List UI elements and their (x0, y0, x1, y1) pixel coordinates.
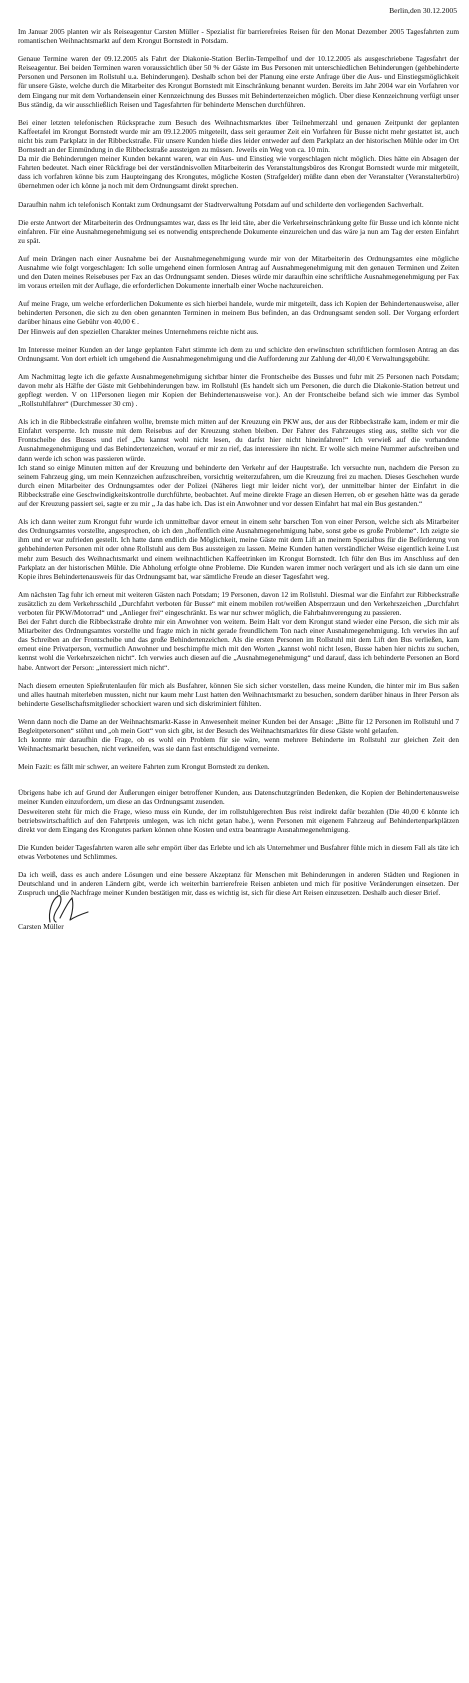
paragraph: Genaue Termine waren der 09.12.2005 als Fahrt der Diakonie-Station Berlin-Tempelhof und der 10.12.2005 als ausgeschriebene Tagesfahrt der Reiseagentur. Bei beiden Terminen waren voraussichtlich über 50 % der Gäste im Bus Personen mit unterschiedlichen Behinderungen (gehbehinderte Personen und Personen im Rollstuhl u.a. Behinderungen). Deshalb schon bei der Planung eine erste Anfrage über die Aus- und Einstiegsmöglichkeit für unsere Gäste, welche durch die Mitarbeiter des Krongut Bornstedt mit Einschränkung benannt wurden. Bereits im Jahr 2004 war ein Vorfahren vor dem Eingang nur mit dem Vorhandensein einer Kennzeichnung des Busses mit Behindertenzeichen möglich. Über diese Kennzeichnung verfügt unser Bus ständig, da wir ausschließlich Reisen und Tagesfahrten für behinderte Menschen durchführen. (18, 54, 459, 109)
paragraph: Die erste Antwort der Mitarbeiterin des Ordnungsamtes war, dass es Ihr leid täte, aber die Verkehrseinschränkung gelte für Busse und ich könnte nicht einfahren. Für eine Ausnahmegenehmigung sei es notwendig entsprechende Dokumente einzureichen und das wäre ja nun am Tag der ersten Einfahrt zu spät. (18, 217, 459, 245)
paragraph: Übrigens habe ich auf Grund der Äußerungen einiger betroffener Kunden, aus Datenschutzgründen Bedenken, die Kopien der Behindertenausweise meiner Kunden einzufordern, um diese an das Ordnungsamt zusenden. (18, 788, 459, 807)
paragraph: Die Kunden beider Tagesfahrten waren alle sehr empört über das Erlebte und ich als Unternehmer und Busfahrer fühle mich in diesem Fall als täte ich etwas Verbotenes und Schlimmes. (18, 842, 459, 861)
paragraph: Ich konnte mir daraufhin die Frage, ob es wohl ein Problem für sie wäre, wenn mehrere Behinderte im Rollstuhl zur gleichen Zeit den Weihnachtsmarkt besuchen, nicht verkneifen, was sie dann fast entschuldigend verneinte. (18, 735, 459, 754)
letter-body (18, 27, 459, 897)
signature-block (18, 906, 459, 936)
signature-name: Carsten Müller (18, 922, 64, 932)
paragraph: Als ich in die Ribbeckstraße einfahren wollte, bremste mich mitten auf der Kreuzung ein PKW aus, der aus der Ribbeckstraße kam, indem er mir die Einfahrt versperrte. Ich musste mit dem Reisebus auf der Kreuzung stehen bleiben. Der Fahrer des Fahrzeuges stieg aus, stellte sich vor die Frontscheibe des Busses und rief „Du kannst wohl nicht lesen, du darfst hier nicht hineinfahren!“ Ich verwieß auf die vorhandene Ausnahmegenehmigung und das Behindertenzeichen, worauf er mir zu rief, das interessiere ihn nicht. Er wolle sich meine Nummer aufschreiben und dann werde ich schon was passieren würde. (18, 417, 459, 463)
paragraph: Auf meine Frage, um welche erforderlichen Dokumente es sich hierbei handele, wurde mir mitgeteilt, dass ich Kopien der Behindertenausweise, aller behinderten Personen, die sich zu den oben genannten Terminen in meinem Bus befinden, an das Ordnungsamt senden soll. Der Vorgang erfordert darüber hinaus eine Gebühr von 40,00 € . (18, 299, 459, 327)
paragraph: Bei einer letzten telefonischen Rücksprache zum Besuch des Weihnachtsmarktes über Teilnehmerzahl und genauen Zeitpunkt der geplanten Kaffeetafel im Krongut Bornstedt wurde mir am 09.12.2005 mitgeteilt, dass seit geraumer Zeit ein Vorfahren für Busse nicht mehr gestattet ist, auch nicht bis zum Parkplatz in der Ribbeckstraße. Für unsere Kunden hieße dies leider entweder auf dem Parkplatz an der historischen Mühle oder im Ort Bornstedt an der Einmündung in die Ribbeckstraße aussteigen zu müssen. Jeweils ein Weg von ca. 10 min. (18, 117, 459, 155)
paragraph: Ich stand so einige Minuten mitten auf der Kreuzung und behinderte den Verkehr auf der Hauptstraße. Ich versuchte nun, nachdem die Person zu seinem Fahrzeug ging, um mein Kennzeichen aufzuschreiben, vorsichtig weiterzufahren, um die Kreuzung frei zu machen. Dieses Geschehen wurde durch einen Mitarbeiter des Ordnungsamtes oder der Polizei (Näheres liegt mir leider nicht vor), der unmittelbar hinter der Einfahrt in die Ribbeckstraße eine Geschwindigkeitskontrolle durchführte, beobachtet. Auf meine direkte Frage an diesen Herren, ob er gesehen hätte was da gerade auf der Kreuzung passiert sei, sagte er zu mir „ Ja das habe ich. Das ist ein Anwohner und vor dessen Einfahrt hat mal ein Bus gestanden.“ (18, 462, 459, 509)
paragraph: Daraufhin nahm ich telefonisch Kontakt zum Ordnungsamt der Stadtverwaltung Potsdam auf und schilderte den vorliegenden Sachverhalt. (18, 199, 424, 209)
paragraph: Auf mein Drängen nach einer Ausnahme bei der Ausnahmegenehmigung wurde mir von der Mitarbeiterin des Ordnungsamtes eine mögliche Ausnahme wie folgt vorgeschlagen: Ich solle umgehend einen formlosen Antrag auf Ausnahmegenehmigung mit den genauen Terminen und Zeiten und den Daten meines Reisebuses per Fax an das Ordnungsamt senden. Dieses würde mir daraufhin eine schriftliche Ausnahmegenehmigung per Fax im voraus erteilen mit der Auflage, die erforderlichen Dokumente innerhalb einer Woche nachzureichen. (18, 253, 459, 291)
paragraph: Am Nachmittag legte ich die gefaxte Ausnahmegenehmigung sichtbar hinter die Frontscheibe des Busses und fuhr mit 25 Personen nach Potsdam; davon mehr als Hälfte der Gäste mit Gehbehinderungen bzw. im Rollstuhl (Es handelt sich um Personen, die durch die Diakonie-Station betreut und gepflegt werden. V on 11Personen liegen mir Kopien der Behindertenausweise vor.). An der Frontscheibe befand sich wie immer das Symbol „Rollstuhlfahrer“ (Durchmesser 30 cm) . (18, 371, 459, 409)
paragraph: Im Januar 2005 planten wir als Reiseagentur Carsten Müller - Spezialist für barrierefreies Reisen für den Monat Dezember 2005 Tagesfahrten zum romantischen Weihnachtsmarkt auf dem Krongut Bornstedt in Potsdam. (18, 27, 459, 46)
handwritten-signature (32, 892, 92, 926)
paragraph: Da ich weiß, dass es auch andere Lösungen und eine bessere Akzeptanz für Menschen mit Behinderungen in anderen Städten und Regionen in Deutschland und in anderen Ländern gibt, werde ich weiterhin barrierefreie Reisen anbieten und mich für positive Veränderungen einsetzen. Der Zuspruch und die Nachfrage meiner Kunden bestätigen mir, dass es wichtig ist, sich für diese Art Reisen einzusetzen. Deshalb auch dieser Brief. (18, 870, 459, 898)
paragraph: Bei der Fahrt durch die Ribbeckstraße drohte mir ein Anwohner von weitem. Beim Halt vor dem Krongut stand wieder eine Person, die sich mir als Mitarbeiter des Ordnungsamtes vorstellte und fragte mich in nicht gerade freundlichem Ton nach einer Ausnahmegenehmigung. Ich verwies ihn auf das Schreiben an der Frontscheibe und das große Behindertenzeichen. Als die ersten Personen im Rollstuhl mit dem Lift den Bus verließen, kam erneut eine Privatperson, vermutlich Anwohner und beschimpfte mich mit den Worten „kannst wohl nicht lesen, Busse haben hier nichts zu suchen, kennst wohl die Verkehrszeichen nicht“. Ich verwies auch diesen auf die „Ausnahmegenehmigung“ und darauf, dass ich behinderte Personen an Bord habe. Antwort der Person: „interessiert mich nicht“. (18, 617, 459, 672)
paragraph: Da mir die Behinderungen meiner Kunden bekannt waren, war ein Aus- und Einstieg wie vorgeschlagen nicht möglich. Dies hätte ein Absagen der Fahrten bedeutet. Nach einer Rückfrage bei der verständnisvollen Mitarbeiterin des Veranstaltungsbüros des Krongut Bornstedt wurde mir mitgeteilt, dass ich vorfahren könne bis zum Haupteingang des Krongutes, mögliche Kosten (Strafgelder) müßte dann eben der Veranstalter (Veranstalterbüro) übernehmen oder ich könne ja noch mit dem Ordnungsamt direkt sprechen. (18, 154, 459, 191)
paragraph: Im Interesse meiner Kunden an der lange geplanten Fahrt stimmte ich dem zu und schickte den erwünschten schriftlichen formlosen Antrag an das Ordnungsamt. Von dort erhielt ich umgehend die Ausnahmegenehmigung und die Aufforderung zur Zahlung der 40,00 € Verwaltungsgebühr. (18, 344, 459, 363)
paragraph: Desweiteren steht für mich die Frage, wieso muss ein Kunde, der im rollstuhlgerechten Bus reist indirekt dafür bezahlen (Die 40,00 € könnte ich betriebswirtschaftlich auf den Fahrtpreis umlegen, was ich nicht getan habe.), wenn Personen mit eigenem Fahrzeug auf Behindertenparkplätzen direkt vor dem Eingang des Krongutes parken können ohne Kosten und extra beantragte Ausnahmegenehmigung. (18, 806, 459, 834)
paragraph: Wenn dann noch die Dame an der Weihnachtsmarkt-Kasse in Anwesenheit meiner Kunden bei der Ansage: „Bitte für 12 Personen im Rollstuhl und 7 Begleitpetersonen“ stöhnt und „oh mein Gott“ von sich gibt, ist der Besuch des Weihnachtsmarktes für diese Gäste wohl gelaufen. (18, 716, 459, 735)
paragraph: Am nächsten Tag fuhr ich erneut mit weiteren Gästen nach Potsdam; 19 Personen, davon 12 im Rollstuhl. Diesmal war die Einfahrt zur Ribbeckstraße zusätzlich zu dem Verkehrsschild „Durchfahrt verboten für Busse“ mit einem mobilen rot/weißen Absperrzaun und den Verkehrszeichen „Durchfahrt verboten für PKW/Motorrad“ und „Anlieger frei“ eingeschränkt. Es war nur schwer möglich, die Fahrbahnverengung zu passieren. (18, 589, 459, 617)
paragraph: Als ich dann weiter zum Krongut fuhr wurde ich unmittelbar davor erneut in einem sehr barschen Ton von einer Person, welche sich als Mitarbeiter des Ordnungsamtes vorstellte, angesprochen, ob ich den „hoffentlich eine Ausnahmegenehmigung habe, sonst gebe es große Probleme“. Ich zeigte sie ihm und er war zufrieden gestellt. Ich hatte dann endlich die Möglichkeit, meine Gäste mit dem Lift an meinem Spezialbus für die Beförderung von gehbehinderten Personen mit oder ohne Rollstuhl aus dem Bus aussteigen zu lassen. Meine Kunden hatten verständlicher Weise eigentlich keine Lust mehr zum Besuch des Weihnachtsmarkt und einem weihnachtlichen Kaffeetrinken im Krongut Bornstedt. Ich führ den Bus im Anschluss auf den Parkplatz an der historischen Mühle. Die Abholung erfolgte ohne Probleme. Die Kunden waren immer noch verärgert und als ich sie dann um eine Kopie ihres Behindertenausweis für das Ordnungsamt bat, war sämtliche Freude an dieser Tagesfahrt weg. (18, 517, 459, 581)
paragraph: Nach diesem erneuten Spießrutenlaufen für mich als Busfahrer, können Sie sich sicher vorstellen, dass meine Kunden, die hinter mir im Bus saßen und alles hautnah miterleben mussten, nicht nur kaum mehr Lust hatten den Weihnachtsmarkt zu besuchen, sondern darüber hinaus in Ihrer Person als behinderte Gesellschaftsmitglieder schockiert waren und sich diskriminiert fühlten. (18, 680, 459, 708)
paragraph: Der Hinweis auf den speziellen Charakter meines Unternehmens reichte nicht aus. (18, 326, 259, 336)
place-date: Berlin,den 30.12.2005 (389, 6, 457, 15)
paragraph: Mein Fazit: es fällt mir schwer, an weitere Fahrten zum Krongut Bornstedt zu denken. (18, 762, 270, 772)
